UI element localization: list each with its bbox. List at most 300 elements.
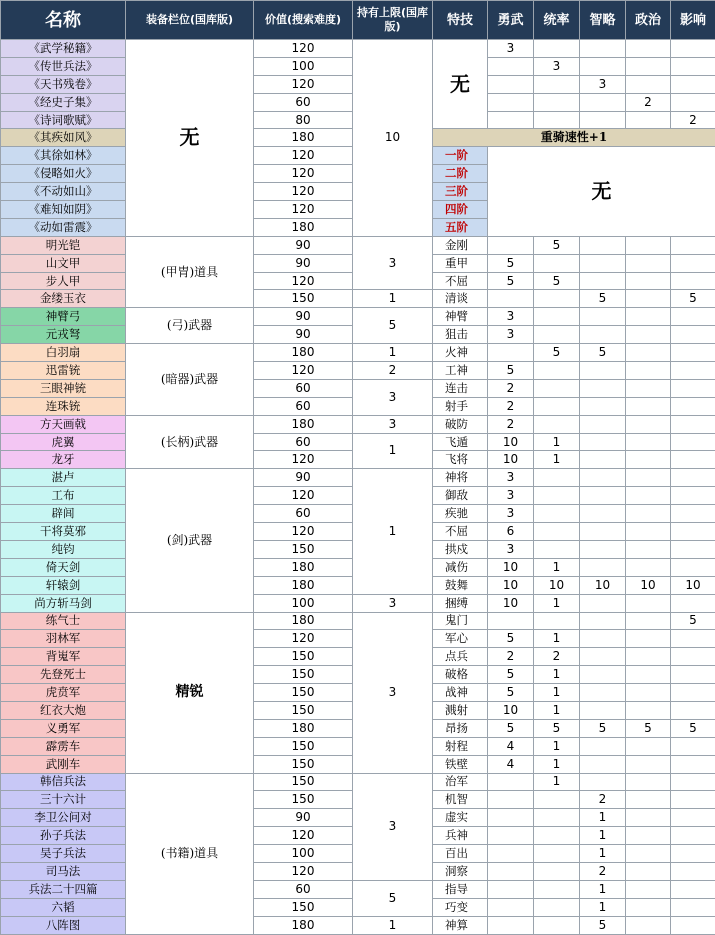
item-name: 《诗词歌赋》 [1, 111, 126, 129]
skill-cell: 巧变 [433, 898, 488, 916]
skill-cell: 飞将 [433, 451, 488, 469]
stat-influence [671, 326, 715, 344]
value-cell: 120 [254, 147, 353, 165]
skill-cell: 金刚 [433, 236, 488, 254]
skill-cell: 点兵 [433, 648, 488, 666]
stat-intellect [580, 397, 626, 415]
stat-valor: 3 [488, 540, 534, 558]
stat-valor: 5 [488, 719, 534, 737]
table-row [1, 362, 715, 380]
stat-influence [671, 773, 715, 791]
stat-valor [488, 612, 534, 630]
skill-cell: 射手 [433, 397, 488, 415]
stat-influence [671, 701, 715, 719]
value-cell: 120 [254, 487, 353, 505]
stat-command [534, 469, 580, 487]
stat-intellect: 1 [580, 845, 626, 863]
value-cell: 180 [254, 344, 353, 362]
item-name: 《传世兵法》 [1, 57, 126, 75]
stat-politics [626, 845, 671, 863]
skill-cell: 鼓舞 [433, 576, 488, 594]
skill-cell: 拱戍 [433, 540, 488, 558]
value-cell: 90 [254, 308, 353, 326]
stat-influence: 5 [671, 290, 715, 308]
value-cell: 180 [254, 576, 353, 594]
skill-cell: 治军 [433, 773, 488, 791]
stat-influence [671, 630, 715, 648]
stat-command [534, 845, 580, 863]
stat-command [534, 362, 580, 380]
value-cell: 120 [254, 523, 353, 541]
stat-valor [488, 57, 534, 75]
item-name: 辟闾 [1, 505, 126, 523]
slot-cell: (甲胄)道具 [126, 236, 254, 308]
limit-cell: 3 [353, 415, 433, 433]
stat-intellect: 10 [580, 576, 626, 594]
value-cell: 180 [254, 129, 353, 147]
item-name: 三眼神铳 [1, 379, 126, 397]
item-name: 李卫公问对 [1, 809, 126, 827]
stat-influence [671, 648, 715, 666]
limit-cell: 3 [353, 379, 433, 415]
stat-valor: 10 [488, 576, 534, 594]
table-row [1, 612, 715, 630]
stat-influence [671, 505, 715, 523]
stat-valor: 5 [488, 666, 534, 684]
item-name: 《经史子集》 [1, 93, 126, 111]
item-name: 方天画戟 [1, 415, 126, 433]
stat-politics [626, 487, 671, 505]
skill-cell: 连击 [433, 379, 488, 397]
skill-cell: 疾驰 [433, 505, 488, 523]
stat-politics [626, 916, 671, 934]
stat-intellect [580, 254, 626, 272]
stat-intellect: 5 [580, 344, 626, 362]
item-name: 八阵图 [1, 916, 126, 934]
item-name: 《不动如山》 [1, 183, 126, 201]
stat-politics [626, 880, 671, 898]
stat-influence [671, 93, 715, 111]
table-row [1, 916, 715, 934]
item-name: 湛卢 [1, 469, 126, 487]
stat-command [534, 916, 580, 934]
stat-valor [488, 916, 534, 934]
stat-valor: 10 [488, 433, 534, 451]
item-name: 兵法二十四篇 [1, 880, 126, 898]
skill-cell: 狙击 [433, 326, 488, 344]
stat-influence [671, 415, 715, 433]
table-row [1, 308, 715, 326]
item-name: 白羽扇 [1, 344, 126, 362]
stat-intellect: 1 [580, 827, 626, 845]
table-row [1, 40, 715, 58]
stat-intellect: 5 [580, 719, 626, 737]
item-name: 纯钧 [1, 540, 126, 558]
value-cell: 150 [254, 737, 353, 755]
stat-influence [671, 57, 715, 75]
value-cell: 150 [254, 540, 353, 558]
stat-politics [626, 684, 671, 702]
stat-intellect: 1 [580, 809, 626, 827]
table-row [1, 344, 715, 362]
value-cell: 150 [254, 684, 353, 702]
stat-intellect [580, 558, 626, 576]
stat-politics: 10 [626, 576, 671, 594]
stat-valor [488, 880, 534, 898]
item-name: 《其徐如林》 [1, 147, 126, 165]
item-name: 干将莫邪 [1, 523, 126, 541]
limit-cell: 5 [353, 880, 433, 916]
value-cell: 120 [254, 862, 353, 880]
value-cell: 120 [254, 40, 353, 58]
stat-valor: 3 [488, 308, 534, 326]
stat-intellect [580, 362, 626, 380]
stat-influence [671, 451, 715, 469]
stat-intellect: 5 [580, 290, 626, 308]
item-name: 三十六计 [1, 791, 126, 809]
skill-cell: 工神 [433, 362, 488, 380]
stat-influence [671, 791, 715, 809]
item-name: 义勇军 [1, 719, 126, 737]
stat-influence [671, 469, 715, 487]
stat-command [534, 290, 580, 308]
stat-politics [626, 791, 671, 809]
stat-valor [488, 862, 534, 880]
skill-cell: 神算 [433, 916, 488, 934]
stat-intellect: 5 [580, 916, 626, 934]
value-cell: 60 [254, 433, 353, 451]
stat-politics [626, 272, 671, 290]
stat-politics [626, 701, 671, 719]
item-name: 武刚车 [1, 755, 126, 773]
stat-influence [671, 75, 715, 93]
stat-influence [671, 755, 715, 773]
stat-politics [626, 469, 671, 487]
skill-cell: 战神 [433, 684, 488, 702]
stat-politics [626, 290, 671, 308]
stat-valor [488, 290, 534, 308]
value-cell: 120 [254, 165, 353, 183]
header-politics: 政治 [626, 1, 671, 40]
item-name: 连珠铳 [1, 397, 126, 415]
skill-cell: 射程 [433, 737, 488, 755]
stat-politics [626, 433, 671, 451]
item-name: 先登死士 [1, 666, 126, 684]
slot-cell: (暗器)武器 [126, 344, 254, 416]
skill-cell: 清谈 [433, 290, 488, 308]
stat-command: 1 [534, 666, 580, 684]
stat-influence: 2 [671, 111, 715, 129]
stat-politics [626, 630, 671, 648]
header-row [1, 1, 715, 40]
skill-cell: 鬼门 [433, 612, 488, 630]
stat-politics [626, 594, 671, 612]
stat-valor: 4 [488, 755, 534, 773]
stat-intellect [580, 487, 626, 505]
item-name: 《其疾如风》 [1, 129, 126, 147]
stat-command [534, 40, 580, 58]
stat-politics: 5 [626, 719, 671, 737]
stat-valor: 5 [488, 272, 534, 290]
limit-cell: 3 [353, 773, 433, 880]
stat-influence [671, 433, 715, 451]
tier-cell: 二阶 [433, 165, 488, 183]
item-name: 迅雷铳 [1, 362, 126, 380]
header-intellect: 智略 [580, 1, 626, 40]
stat-influence: 5 [671, 719, 715, 737]
value-cell: 120 [254, 201, 353, 219]
skill-cell: 不屈 [433, 523, 488, 541]
stat-influence [671, 40, 715, 58]
item-name: 虎翼 [1, 433, 126, 451]
item-name: 《侵略如火》 [1, 165, 126, 183]
stat-politics [626, 75, 671, 93]
value-cell: 150 [254, 791, 353, 809]
stat-intellect [580, 737, 626, 755]
stat-valor: 10 [488, 558, 534, 576]
value-cell: 100 [254, 594, 353, 612]
stat-politics: 2 [626, 93, 671, 111]
table-row [1, 415, 715, 433]
value-cell: 60 [254, 397, 353, 415]
value-cell: 90 [254, 469, 353, 487]
stat-politics [626, 558, 671, 576]
stat-command: 1 [534, 594, 580, 612]
stat-intellect [580, 630, 626, 648]
stat-command [534, 827, 580, 845]
limit-cell: 1 [353, 469, 433, 594]
value-cell: 90 [254, 326, 353, 344]
table-row [1, 379, 715, 397]
stat-command: 1 [534, 737, 580, 755]
table-row [1, 469, 715, 487]
item-name: 龙牙 [1, 451, 126, 469]
stat-valor [488, 845, 534, 863]
stat-valor: 5 [488, 362, 534, 380]
value-cell: 180 [254, 415, 353, 433]
slot-cell: (剑)武器 [126, 469, 254, 612]
value-cell: 120 [254, 451, 353, 469]
stat-command [534, 487, 580, 505]
stat-influence [671, 344, 715, 362]
stat-politics [626, 862, 671, 880]
stat-intellect [580, 326, 626, 344]
stat-command [534, 379, 580, 397]
value-cell: 180 [254, 218, 353, 236]
stat-valor: 3 [488, 326, 534, 344]
stat-valor: 10 [488, 451, 534, 469]
item-name: 《天书残卷》 [1, 75, 126, 93]
stat-valor [488, 344, 534, 362]
stat-valor: 3 [488, 469, 534, 487]
skill-cell: 火神 [433, 344, 488, 362]
stat-command [534, 540, 580, 558]
stat-politics [626, 397, 671, 415]
item-name: 《难知如阴》 [1, 201, 126, 219]
value-cell: 60 [254, 505, 353, 523]
stat-politics [626, 362, 671, 380]
slot-cell: 精锐 [126, 612, 254, 773]
stat-command: 1 [534, 701, 580, 719]
value-cell: 120 [254, 272, 353, 290]
stat-influence [671, 558, 715, 576]
stat-intellect [580, 272, 626, 290]
stat-command [534, 397, 580, 415]
tier-cell: 五阶 [433, 218, 488, 236]
stat-politics [626, 236, 671, 254]
skill-cell: 重甲 [433, 254, 488, 272]
stat-politics [626, 40, 671, 58]
item-name: 背嵬军 [1, 648, 126, 666]
skill-cell: 破格 [433, 666, 488, 684]
value-cell: 90 [254, 809, 353, 827]
value-cell: 150 [254, 898, 353, 916]
stat-intellect: 1 [580, 898, 626, 916]
table-body [1, 40, 715, 935]
stat-politics [626, 379, 671, 397]
stat-intellect [580, 57, 626, 75]
item-name: 司马法 [1, 862, 126, 880]
value-cell: 150 [254, 701, 353, 719]
stat-command [534, 862, 580, 880]
value-cell: 150 [254, 666, 353, 684]
stat-command [534, 254, 580, 272]
limit-cell: 3 [353, 612, 433, 773]
stat-influence [671, 236, 715, 254]
value-cell: 60 [254, 880, 353, 898]
stat-valor: 5 [488, 254, 534, 272]
header-influence: 影响 [671, 1, 715, 40]
stat-valor: 5 [488, 684, 534, 702]
table-row [1, 433, 715, 451]
value-cell: 60 [254, 93, 353, 111]
item-name: 吴子兵法 [1, 845, 126, 863]
value-cell: 120 [254, 630, 353, 648]
stat-command [534, 791, 580, 809]
stat-valor: 5 [488, 630, 534, 648]
skill-cell: 神臂 [433, 308, 488, 326]
stat-valor [488, 898, 534, 916]
stat-valor: 3 [488, 505, 534, 523]
item-name: 元戎弩 [1, 326, 126, 344]
stat-intellect [580, 379, 626, 397]
skill-cell: 飞遁 [433, 433, 488, 451]
stat-influence [671, 684, 715, 702]
stat-command [534, 93, 580, 111]
stat-command [534, 505, 580, 523]
skill-cell: 无 [433, 40, 488, 129]
stat-command [534, 415, 580, 433]
table-row [1, 880, 715, 898]
limit-cell: 2 [353, 362, 433, 380]
item-name: 明光铠 [1, 236, 126, 254]
stat-command: 1 [534, 433, 580, 451]
stat-intellect [580, 505, 626, 523]
stat-command: 10 [534, 576, 580, 594]
stat-command: 1 [534, 630, 580, 648]
skill-cell: 兵神 [433, 827, 488, 845]
item-name: 轩辕剑 [1, 576, 126, 594]
stat-command [534, 898, 580, 916]
item-name: 工布 [1, 487, 126, 505]
value-cell: 80 [254, 111, 353, 129]
stat-politics [626, 111, 671, 129]
stat-valor [488, 791, 534, 809]
value-cell: 100 [254, 845, 353, 863]
item-name: 霹雳车 [1, 737, 126, 755]
stat-intellect [580, 236, 626, 254]
stat-valor [488, 827, 534, 845]
value-cell: 150 [254, 773, 353, 791]
skill-cell: 溅射 [433, 701, 488, 719]
stat-command [534, 523, 580, 541]
header-skill: 特技 [433, 1, 488, 40]
stat-valor: 6 [488, 523, 534, 541]
stat-valor: 3 [488, 40, 534, 58]
stat-politics [626, 523, 671, 541]
stat-influence [671, 308, 715, 326]
item-name: 《武学秘籍》 [1, 40, 126, 58]
stat-influence [671, 666, 715, 684]
skill-cell: 机智 [433, 791, 488, 809]
stat-politics [626, 540, 671, 558]
stat-influence: 5 [671, 612, 715, 630]
value-cell: 90 [254, 254, 353, 272]
stat-intellect: 2 [580, 791, 626, 809]
stat-influence [671, 523, 715, 541]
stat-politics [626, 755, 671, 773]
value-cell: 120 [254, 827, 353, 845]
item-name: 神臂弓 [1, 308, 126, 326]
stat-influence [671, 827, 715, 845]
header-valor: 勇武 [488, 1, 534, 40]
value-cell: 180 [254, 916, 353, 934]
stat-politics [626, 648, 671, 666]
stat-valor: 2 [488, 415, 534, 433]
skill-cell: 军心 [433, 630, 488, 648]
skill-cell: 破防 [433, 415, 488, 433]
slot-cell: (书籍)道具 [126, 773, 254, 934]
stat-intellect [580, 755, 626, 773]
limit-cell: 1 [353, 290, 433, 308]
stat-command [534, 880, 580, 898]
tier-cell: 三阶 [433, 183, 488, 201]
value-cell: 150 [254, 648, 353, 666]
stat-valor: 2 [488, 379, 534, 397]
value-cell: 120 [254, 183, 353, 201]
stat-politics [626, 773, 671, 791]
stat-influence [671, 809, 715, 827]
header-limit: 持有上限(国库版) [353, 1, 433, 40]
stat-intellect [580, 111, 626, 129]
stat-command [534, 612, 580, 630]
skill-cell: 百出 [433, 845, 488, 863]
stat-intellect [580, 451, 626, 469]
stat-intellect [580, 540, 626, 558]
stat-command: 5 [534, 272, 580, 290]
header-slot: 装备栏位(国库版) [126, 1, 254, 40]
stat-politics [626, 57, 671, 75]
limit-cell: 3 [353, 594, 433, 612]
stat-intellect [580, 666, 626, 684]
stat-politics [626, 612, 671, 630]
tier-cell: 四阶 [433, 201, 488, 219]
item-name: 金缕玉衣 [1, 290, 126, 308]
stat-valor [488, 236, 534, 254]
item-name: 虎贲军 [1, 684, 126, 702]
stat-command [534, 809, 580, 827]
item-name: 练气士 [1, 612, 126, 630]
